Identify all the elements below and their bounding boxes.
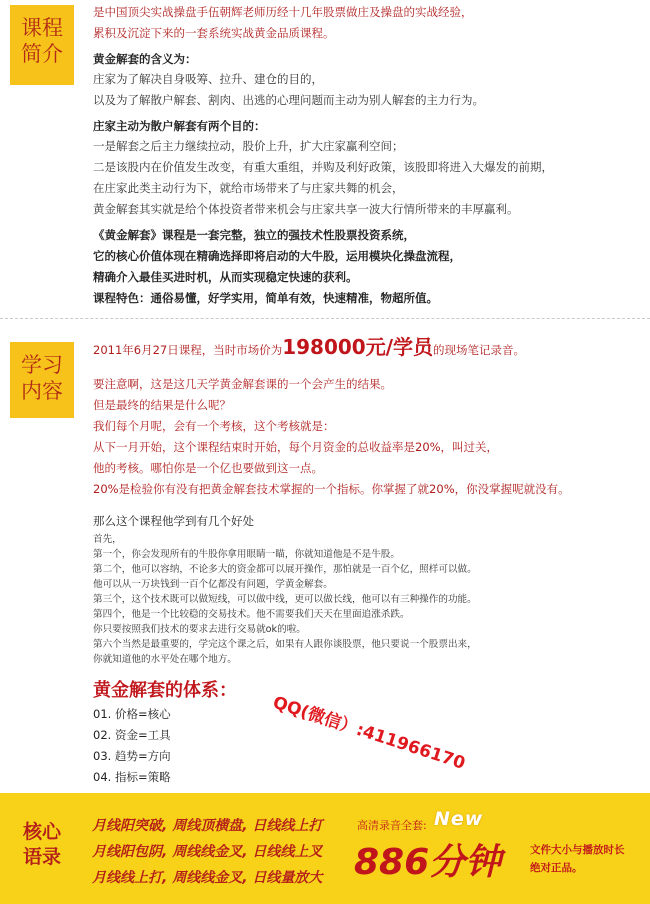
notice-line: 从下一月开始，这个课程结束时开始，每个月资金的总收益率是20%，叫过关， [93, 440, 499, 454]
benefit-line: 首先， [93, 534, 122, 545]
system-line: 它的核心价值体现在精确选择即将启动的大牛股，运用模块化操盘流程， [93, 249, 461, 263]
purpose-line: 在庄家此类主动行为下，就给市场带来了与庄家共舞的机会， [93, 181, 404, 195]
footer-tag [19, 820, 65, 870]
system-item: 01. 价格=核心 [93, 707, 171, 721]
system-item: 03. 趋势=方向 [93, 749, 171, 763]
purpose-line: 一是解套之后主力继续拉动，股价上升，扩大庄家赢利空间； [93, 139, 404, 153]
qq-contact: QQ(微信）:411966170 [270, 692, 468, 774]
size-note-line2: 绝对正品。 [530, 862, 583, 874]
notice-line: 但是最终的结果是什么呢？ [93, 398, 231, 412]
notice-line: 要注意啊，这是这几天学黄金解套课的一个会产生的结果。 [93, 377, 392, 391]
minutes-total: 886分钟 [354, 842, 502, 883]
notice-line: 20%是检验你有没有把黄金解套技术掌握的一个指标。你掌握了就20%，你没掌握呢就没有。 [93, 482, 570, 496]
quote-line: 月线阳包阴, 周线线金叉, 日线线上叉 [92, 844, 323, 860]
notice-line: 他的考核。哪怕你是一个亿也要做到这一点。 [93, 461, 323, 475]
benefit-line: 第四个，他是一个比较稳的交易技术。他不需要我们天天在里面追涨杀跌。 [93, 609, 410, 620]
benefit-line: 第三个，这个技术既可以做短线，可以做中线，更可以做长线，他可以有三种操作的功能。 [93, 594, 477, 605]
size-note [530, 841, 625, 877]
size-note-line1: 文件大小与播放时长 [530, 844, 625, 856]
system-title: 黄金解套的体系： [93, 680, 237, 701]
purpose-line: 二是该股内在价值发生改变，有重大重组，并购及利好政策，该股即将进入大爆发的前期， [93, 160, 553, 174]
hd-label: 高清录音全套: [357, 819, 427, 832]
benefit-line: 你就知道他的水平处在哪个地方。 [93, 654, 237, 665]
quote-line: 月线线上打, 周线线金叉, 日线量放大 [92, 870, 323, 886]
section-tag-intro [10, 5, 74, 85]
purpose-line: 黄金解套其实就是给个体投资者带来机会与庄家共享一波大行情所带来的丰厚赢利。 [93, 202, 519, 216]
record-line [93, 337, 525, 361]
section-tag-study-line2: 内容 [21, 379, 63, 403]
footer-tag-line1: 核心 [22, 821, 61, 843]
benefit-line: 第二个，他可以容纳，不论多大的资金都可以展开操作，那怕就是一百个亿，照样可以做。 [93, 564, 477, 575]
notice-line: 我们每个月呢，会有一个考核，这个考核就是： [93, 419, 335, 433]
quote-line: 月线阳突破, 周线顶横盘, 日线线上打 [92, 818, 323, 834]
section-tag-intro-line2: 简介 [21, 42, 63, 66]
benefit-title: 那么这个课程他学到有几个好处 [93, 514, 254, 528]
benefit-line: 第一个，你会发现所有的牛股你拿用眼睛一瞄，你就知道他是不是牛股。 [93, 549, 400, 560]
benefit-line: 你只要按照我们技术的要求去进行交易就ok的啦。 [93, 624, 306, 635]
record-price: 198000元/学员 [282, 335, 434, 359]
section-tag-intro-line1: 课程 [21, 16, 63, 40]
intro-line: 累积及沉淀下来的一套系统实战黄金品质课程。 [93, 26, 335, 40]
system-item: 02. 资金=工具 [93, 728, 171, 742]
new-badge: New [434, 808, 484, 830]
system-item: 04. 指标=策略 [93, 770, 171, 784]
record-prefix: 2011年6月27日课程，当时市场价为 [93, 343, 283, 357]
footer-banner [0, 793, 650, 904]
meaning-line: 以及为了解散户解套、割肉、出逃的心理问题而主动为别人解套的主力行为。 [93, 93, 484, 107]
footer-tag-line2: 语录 [22, 846, 61, 868]
system-line: 精确介入最佳买进时机，从而实现稳定快速的获利。 [93, 270, 358, 284]
record-suffix: 的现场笔记录音。 [433, 343, 526, 357]
benefit-line: 第六个当然是最重要的，学完这个课之后，如果有人跟你谈股票，他只要说一个股票出来， [93, 639, 477, 650]
purpose-title: 庄家主动为散户解套有两个目的： [93, 119, 266, 133]
benefit-line: 他可以从一万块钱到一百个亿都没有问题，学黄金解套。 [93, 579, 333, 590]
section-divider [0, 318, 650, 319]
section-tag-study-line1: 学习 [21, 353, 63, 377]
system-line: 课程特色：通俗易懂，好学实用，简单有效，快速精准，物超所值。 [93, 291, 438, 305]
meaning-title: 黄金解套的含义为： [93, 52, 197, 66]
intro-line: 是中国顶尖实战操盘手伍朝辉老师历经十几年股票做庄及操盘的实战经验， [93, 5, 473, 19]
section-tag-study [10, 342, 74, 418]
meaning-line: 庄家为了解决自身吸筹、拉升、建仓的目的， [93, 72, 323, 86]
system-line: 《黄金解套》课程是一套完整，独立的强技术性股票投资系统， [93, 228, 415, 242]
